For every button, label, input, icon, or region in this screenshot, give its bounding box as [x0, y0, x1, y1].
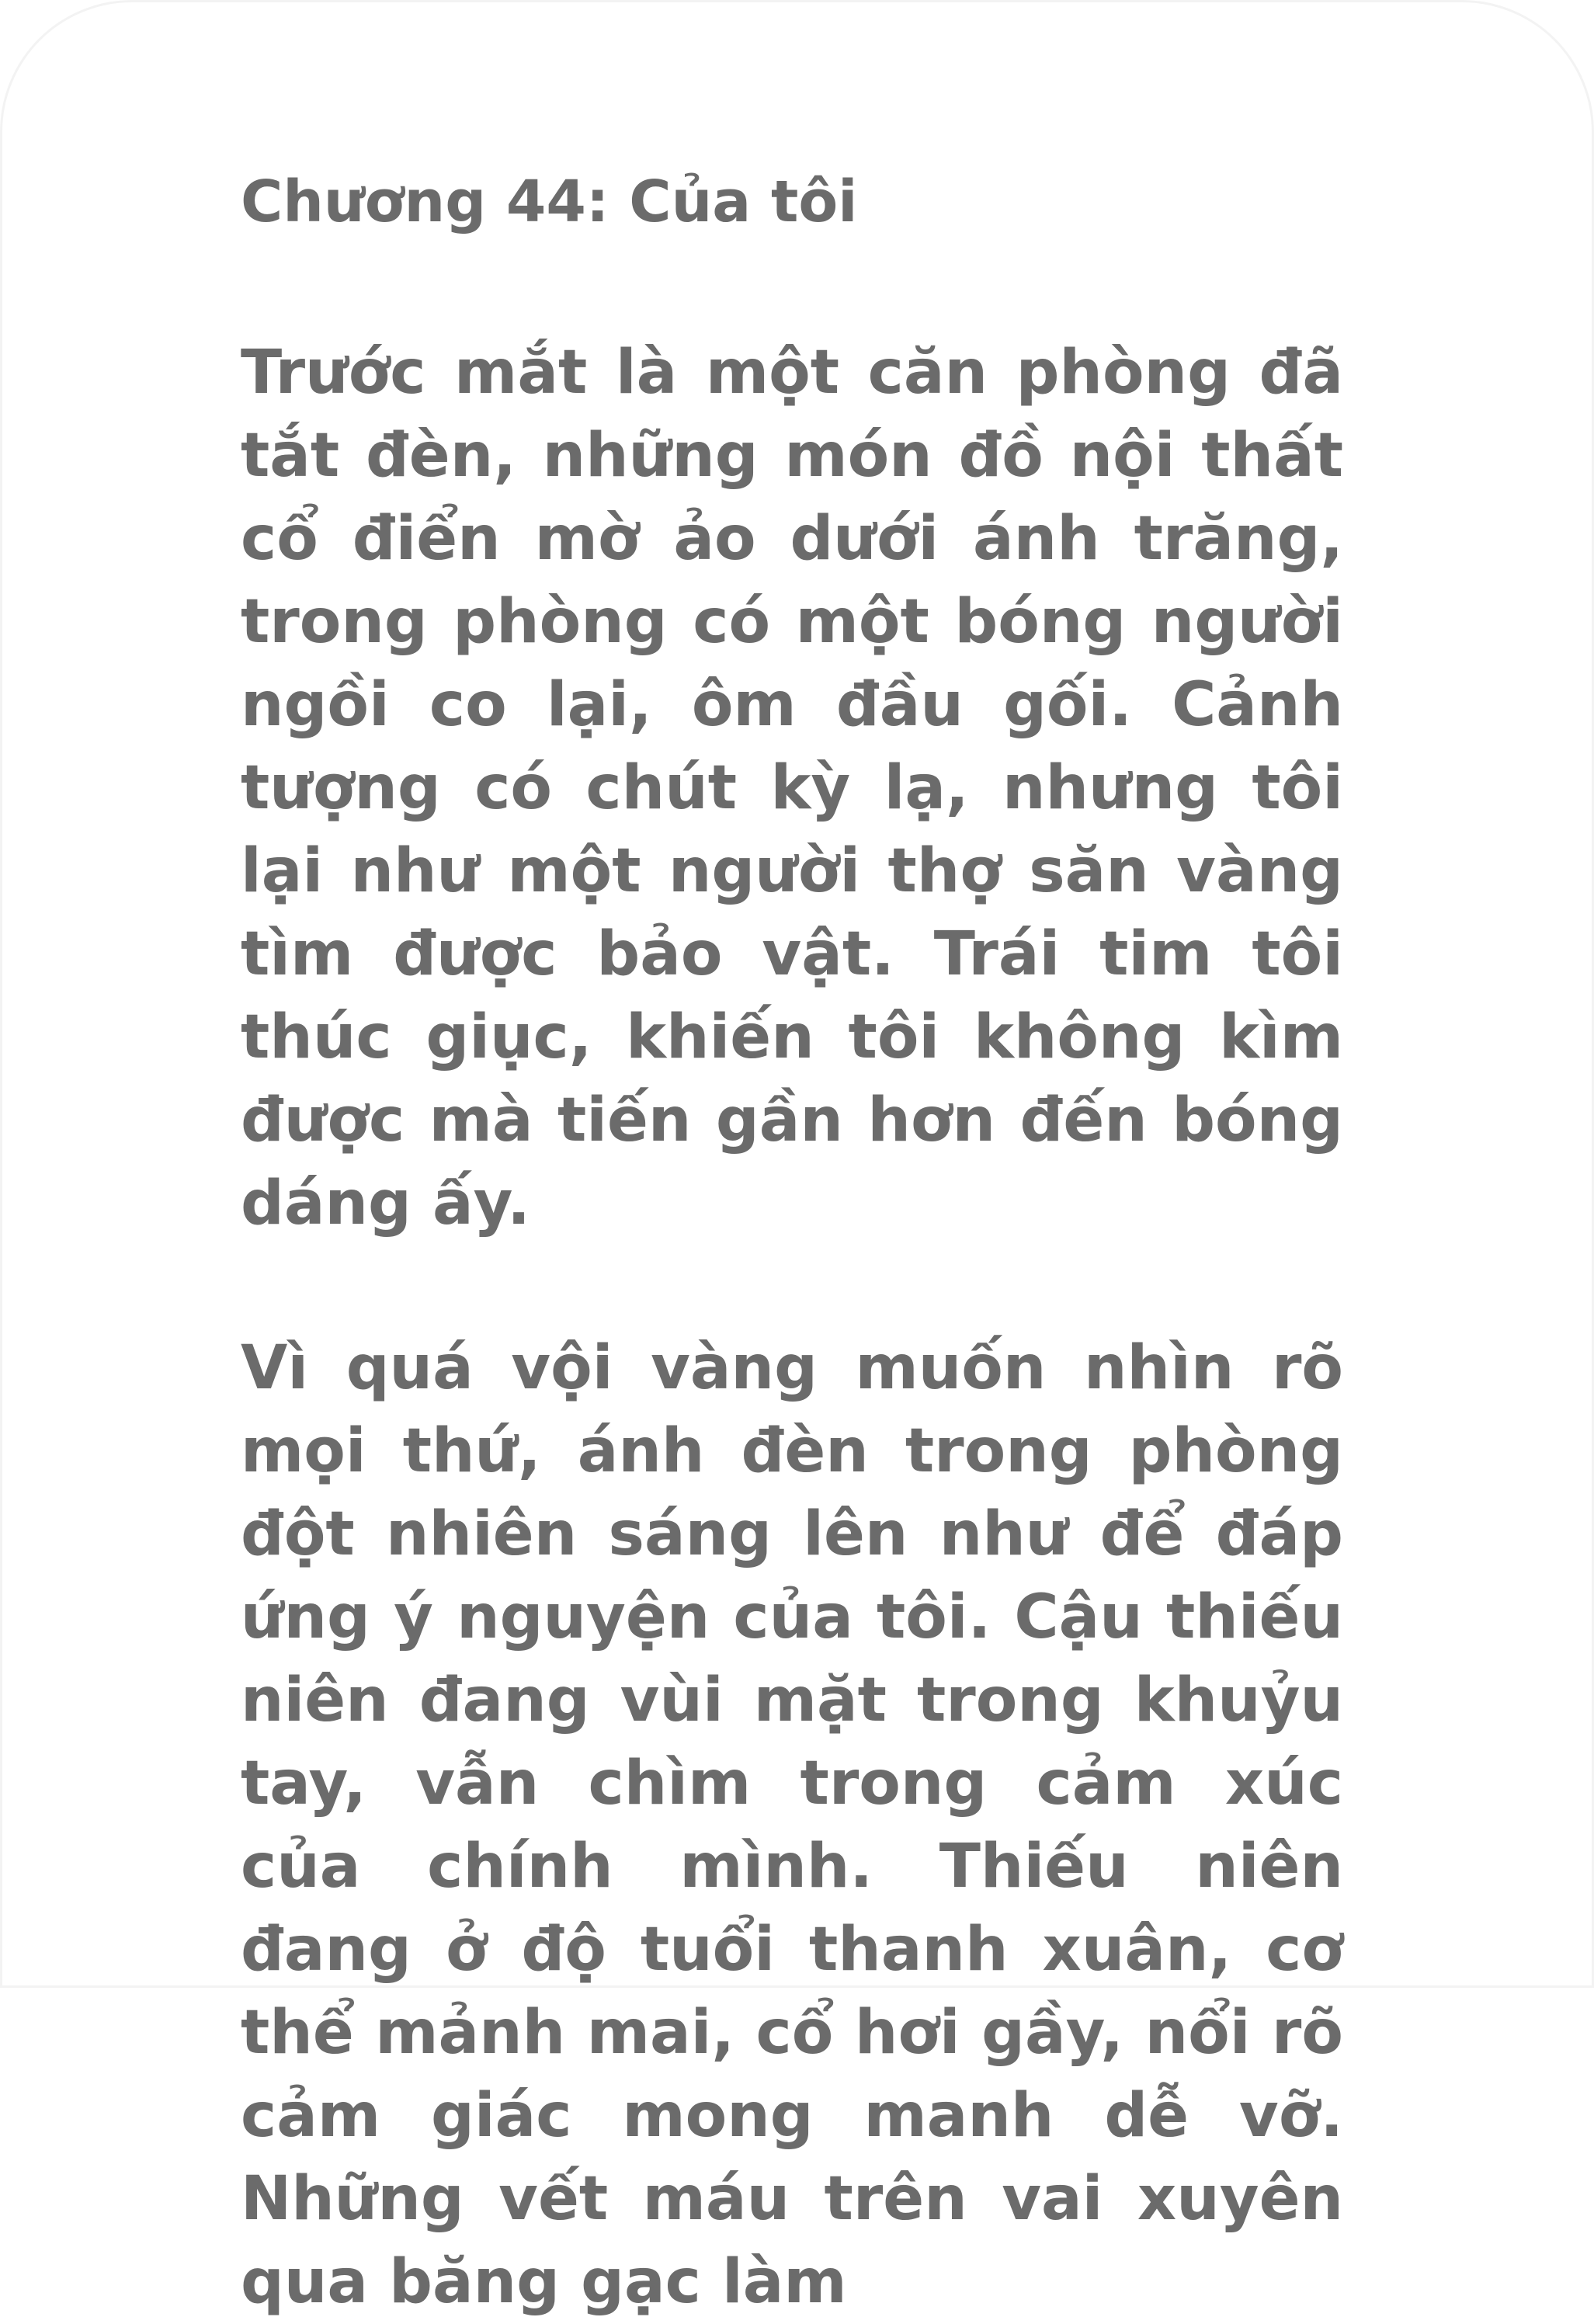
paragraph: Vì quá vội vàng muốn nhìn rõ mọi thứ, ánh đèn trong phòng đột nhiên sáng lên như để đáp ứng ý nguyện của tôi. Cậu thiếu niên đang vùi mặt trong khuỷu tay, vẫn chìm trong cảm xúc của chính mình. Thiếu niên đang ở độ tuổi thanh xuân, cơ thể mảnh mai, cổ hơi gầy, nổi rõ cảm giác mong manh dễ vỡ. Những vết máu trên vai xuyên qua băng gạc làm: [241, 1333, 1343, 2317]
chapter-content: [241, 159, 1343, 2324]
chapter-title: Chương 44: Của tôi: [241, 168, 858, 235]
paragraph: Trước mắt là một căn phòng đã tắt đèn, những món đồ nội thất cổ điển mờ ảo dưới ánh trăng, trong phòng có một bóng người ngồi co lại, ôm đầu gối. Cảnh tượng có chút kỳ lạ, nhưng tôi lại như một người thợ săn vàng tìm được bảo vật. Trái tim tôi thúc giục, khiến tôi không kìm được mà tiến gần hơn đến bóng dáng ấy.: [241, 338, 1343, 1238]
